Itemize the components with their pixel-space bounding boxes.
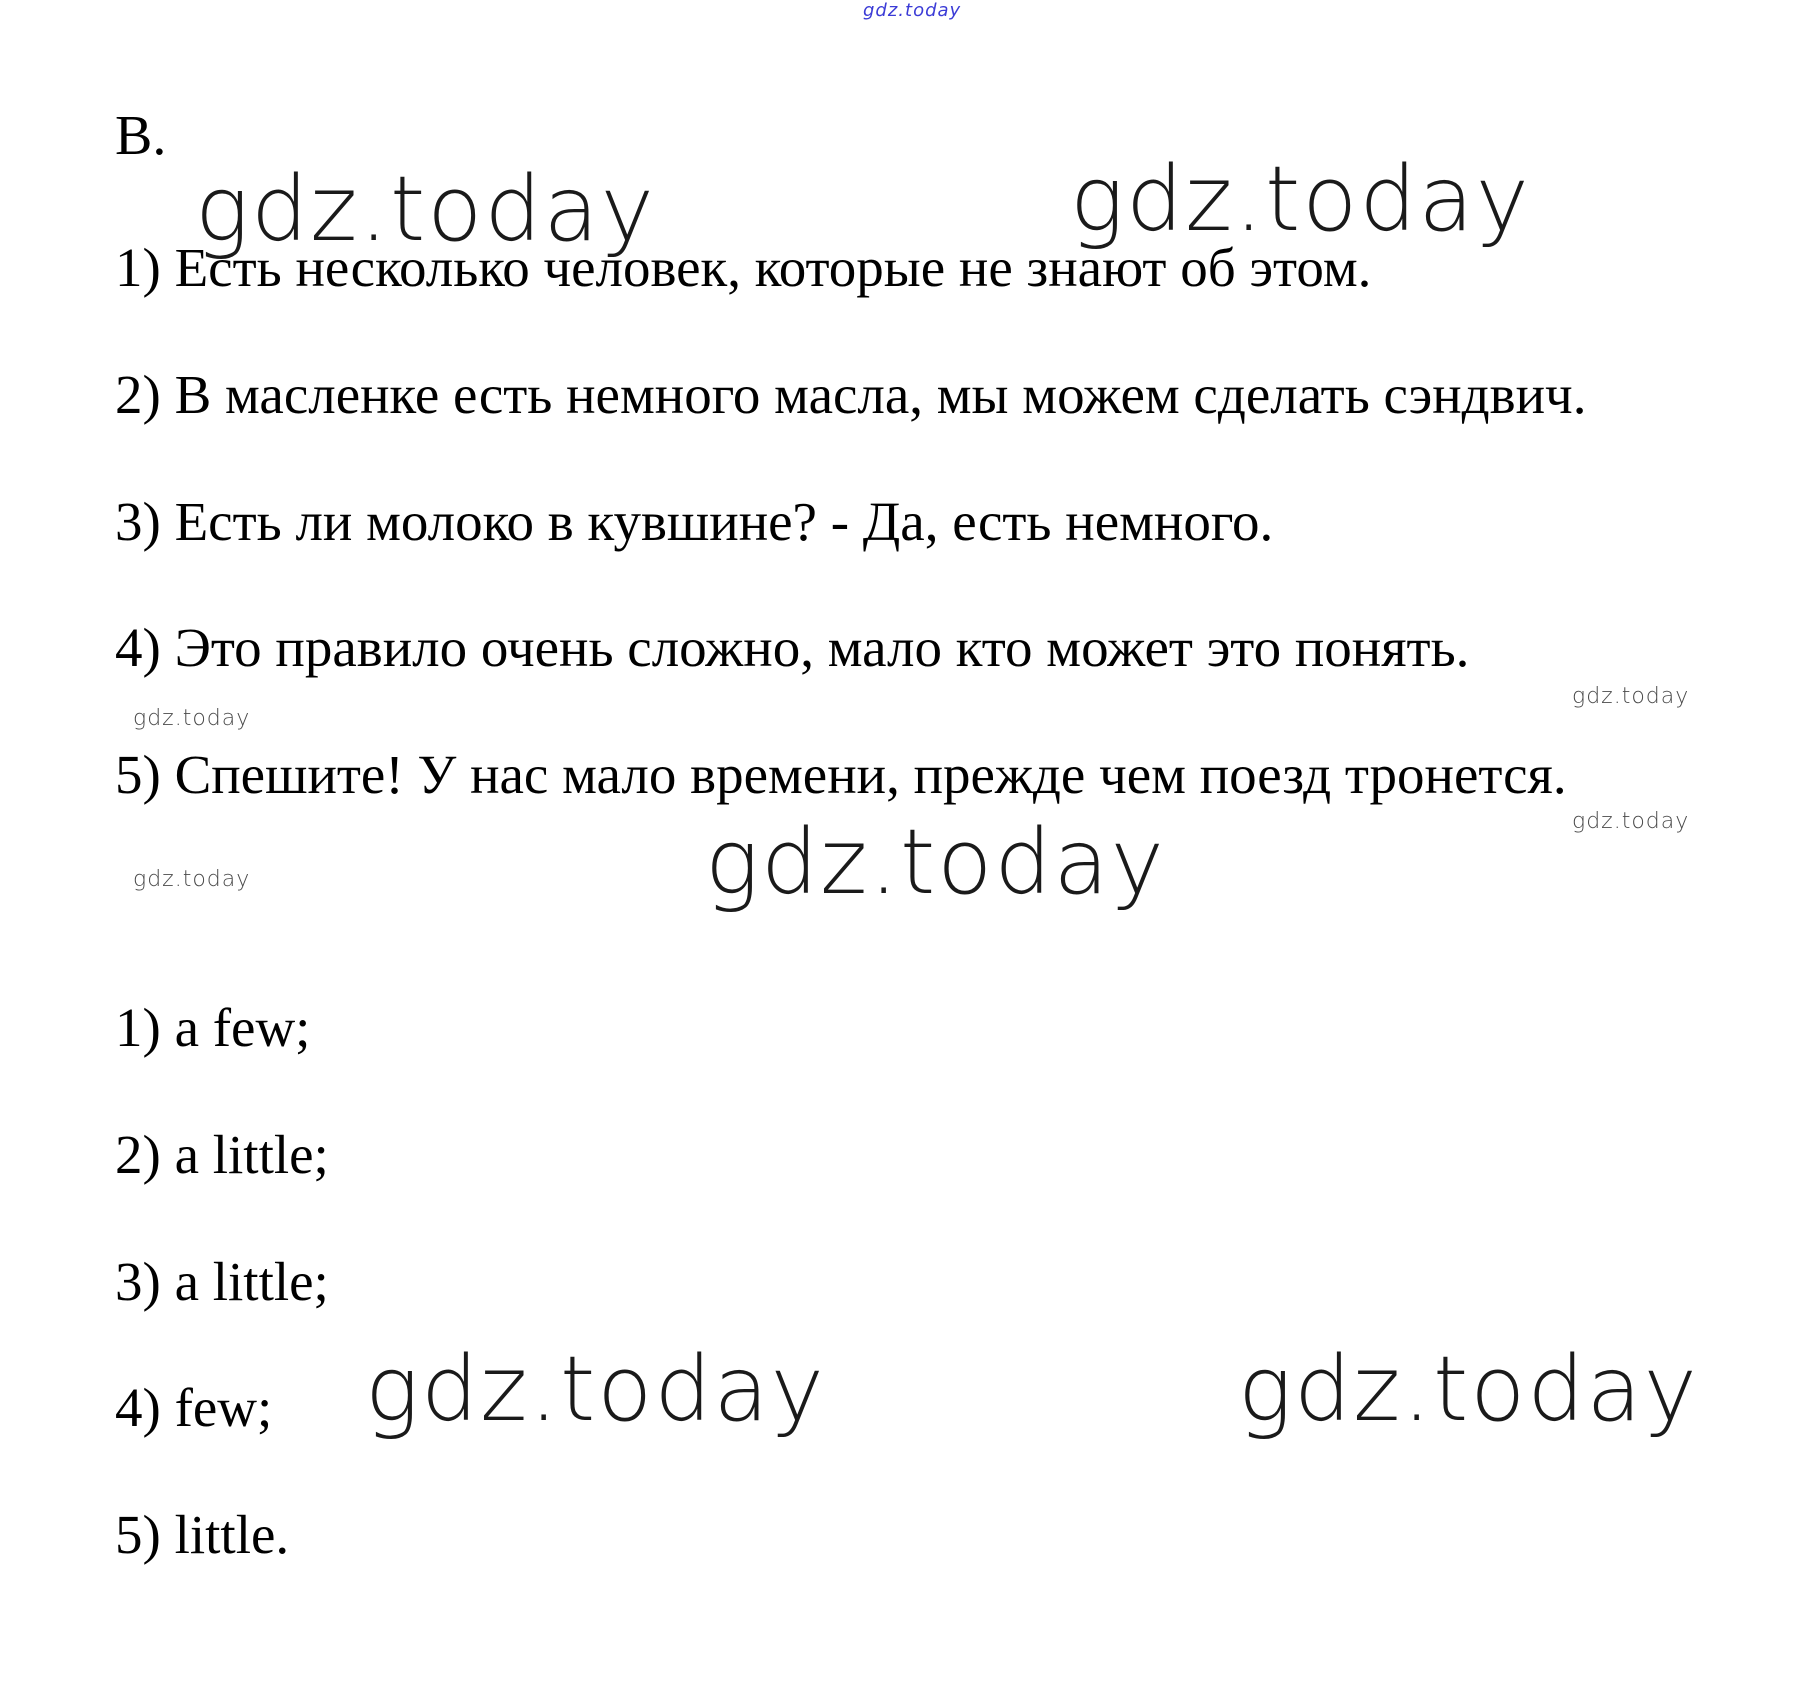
translation-line-1: 1) Есть несколько человек, которые не знают об этом. xyxy=(115,237,1372,298)
watermark-small: gdz.today xyxy=(1572,684,1690,709)
watermark-large: gdz.today xyxy=(705,810,1166,915)
watermark-small: gdz.today xyxy=(1572,809,1690,834)
answer-line-5: 5) little. xyxy=(115,1504,290,1565)
watermark-small: gdz.today xyxy=(133,706,251,731)
answer-line-1: 1) a few; xyxy=(115,997,311,1058)
translation-line-5: 5) Спешите! У нас мало времени, прежде чем поезд тронется. xyxy=(115,744,1567,805)
watermark-small: gdz.today xyxy=(133,867,251,892)
answer-line-4: 4) few; xyxy=(115,1377,273,1438)
section-label: B. xyxy=(115,105,167,167)
watermark-top: gdz.today xyxy=(863,0,962,21)
answer-line-3: 3) a little; xyxy=(115,1251,329,1312)
watermark-large: gdz.today xyxy=(365,1337,826,1442)
translation-line-4: 4) Это правило очень сложно, мало кто может это понять. xyxy=(115,617,1470,678)
translation-line-2: 2) В масленке есть немного масла, мы можем сделать сэндвич. xyxy=(115,364,1587,425)
translation-line-3: 3) Есть ли молоко в кувшине? - Да, есть немного. xyxy=(115,491,1274,552)
watermark-large: gdz.today xyxy=(1070,147,1531,252)
answer-line-2: 2) a little; xyxy=(115,1124,329,1185)
watermark-large: gdz.today xyxy=(1238,1337,1699,1442)
watermark-large: gdz.today xyxy=(195,157,656,262)
